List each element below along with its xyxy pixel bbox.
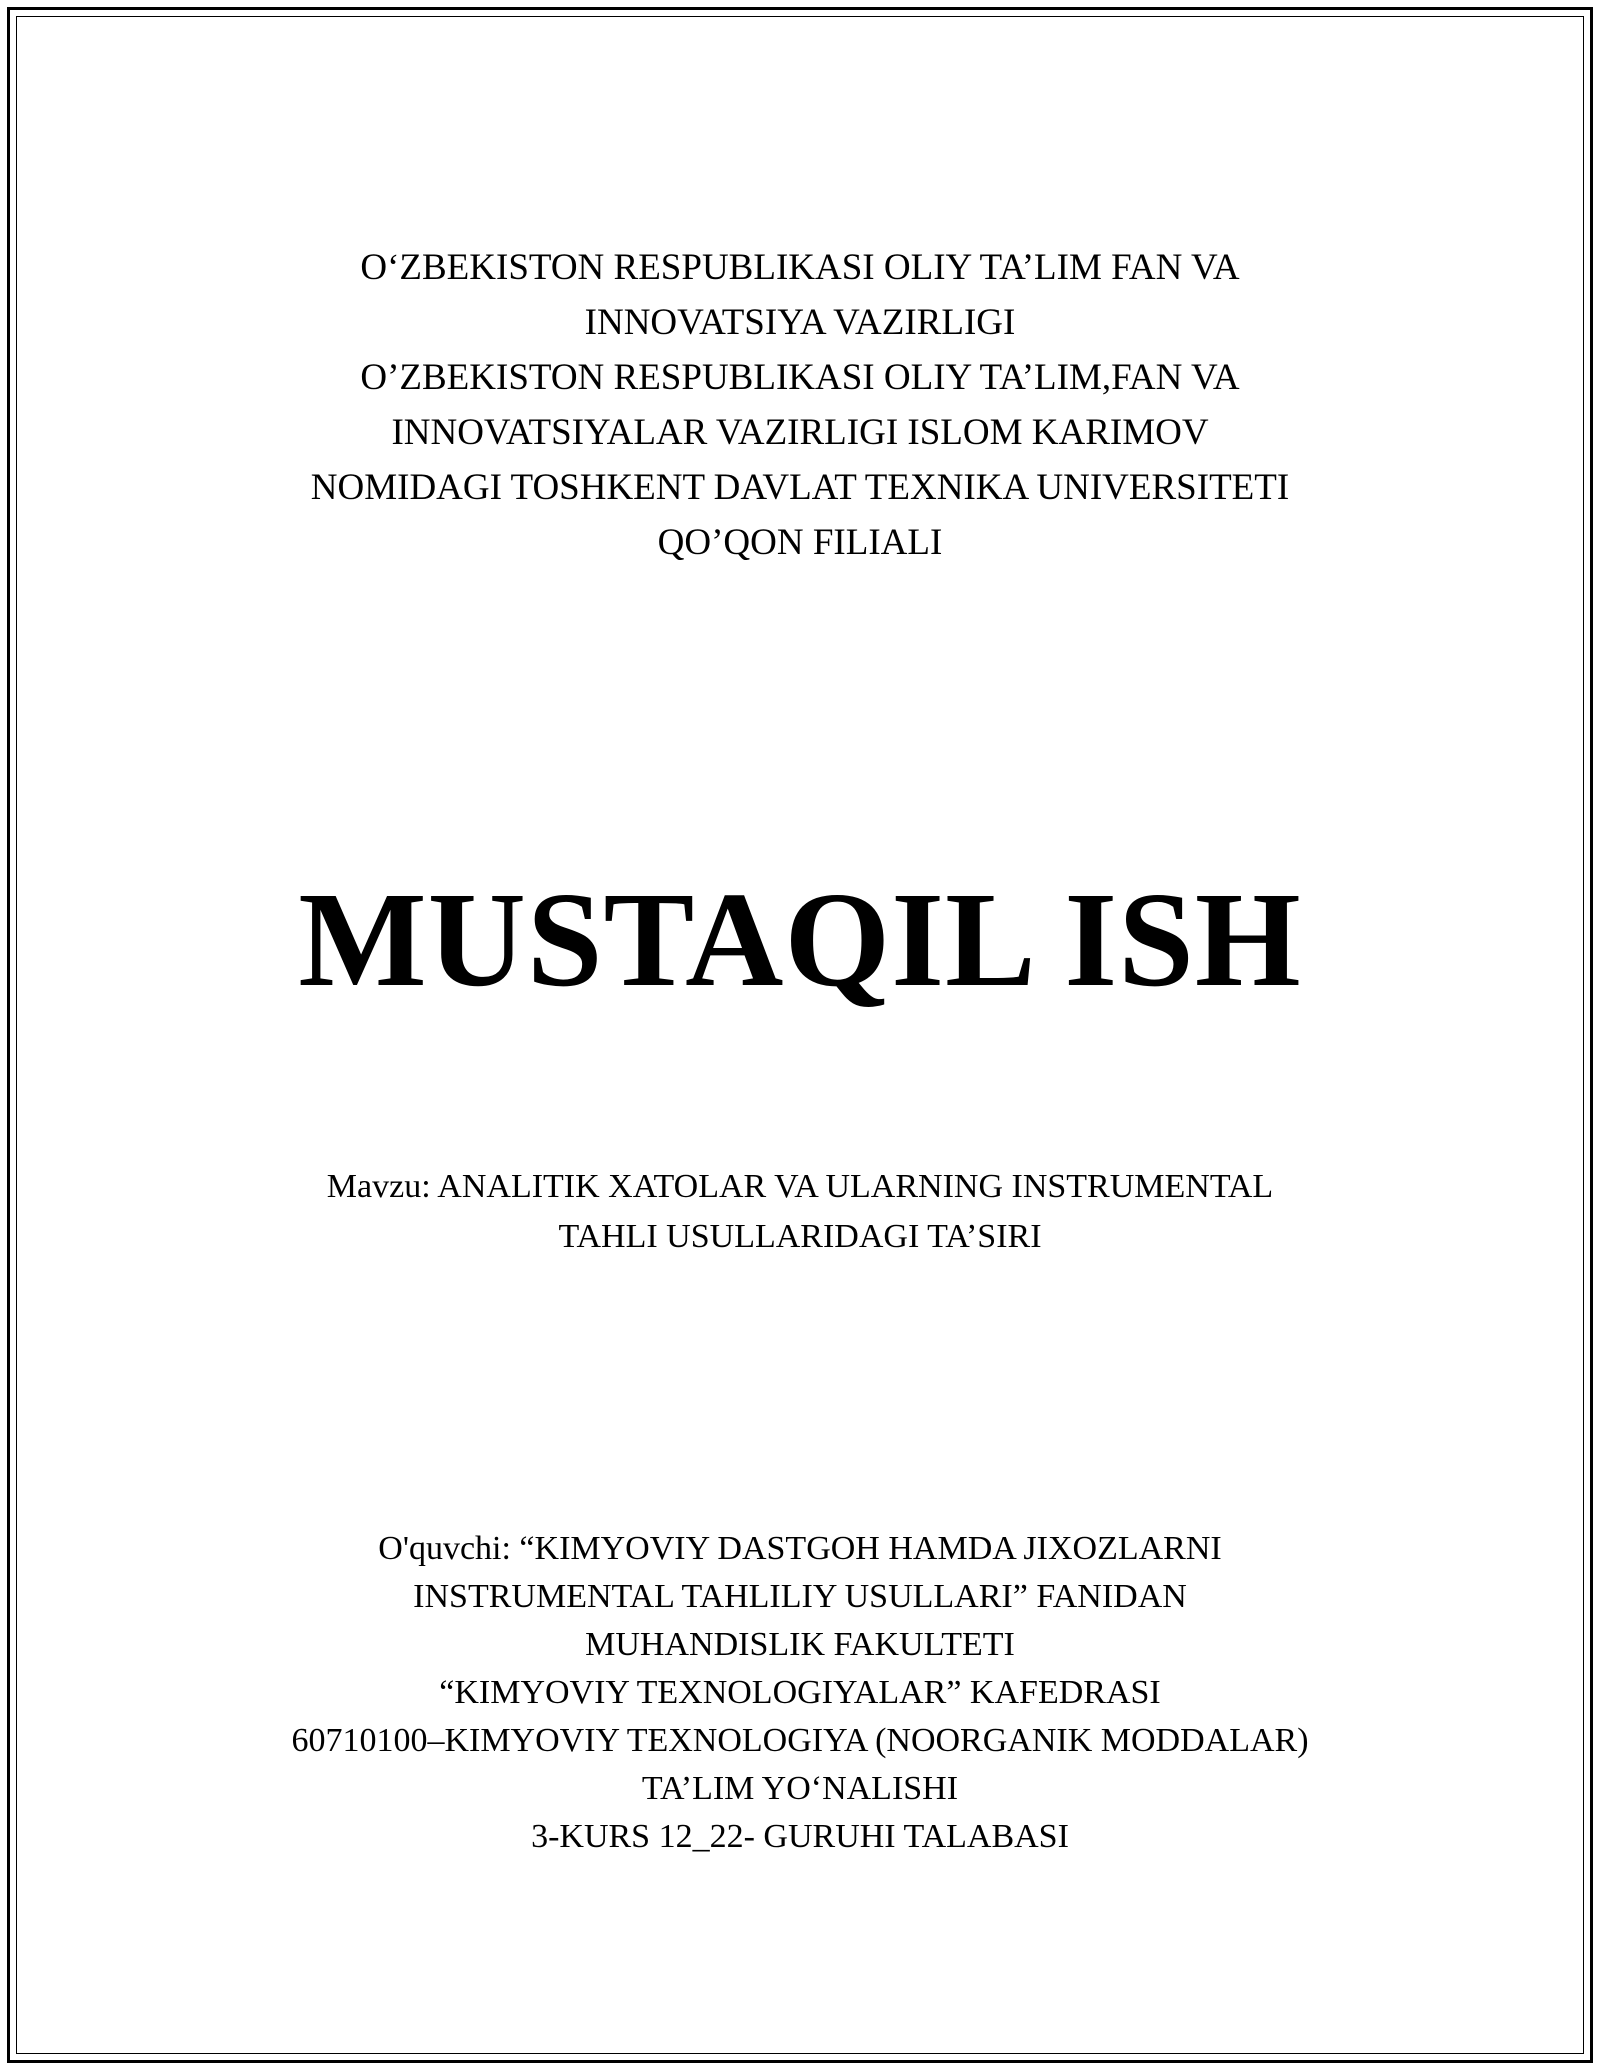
header-line: INNOVATSIYA VAZIRLIGI [584, 302, 1016, 343]
header-line: INNOVATSIYALAR VAZIRLIGI ISLOM KARIMOV [391, 412, 1209, 453]
institution-header [0, 240, 1600, 570]
student-info-line: MUHANDISLIK FAKULTETI [585, 1626, 1015, 1663]
student-info-line: 60710100–KIMYOVIY TEXNOLOGIYA (NOORGANIK MODDALAR) [291, 1722, 1309, 1759]
document-title: MUSTAQIL ISH [298, 865, 1302, 1015]
student-info-block [0, 1525, 1600, 1861]
student-info-line: TA’LIM YO‘NALISHI [641, 1770, 959, 1807]
header-line: O‘ZBEKISTON RESPUBLIKASI OLIY TA’LIM FAN VA [360, 247, 1240, 288]
header-line: NOMIDAGI TOSHKENT DAVLAT TEXNIKA UNIVERSITETI [310, 467, 1290, 508]
student-info-line: INSTRUMENTAL TAHLILIY USULLARI” FANIDAN [413, 1578, 1187, 1615]
topic-block [0, 1162, 1600, 1262]
student-info-line: 3-KURS 12_22- GURUHI TALABASI [531, 1818, 1069, 1855]
student-info-line: O'quvchi: “KIMYOVIY DASTGOH HAMDA JIXOZLARNI [378, 1530, 1222, 1567]
topic-line: TAHLI USULLARIDAGI TA’SIRI [558, 1218, 1042, 1255]
student-info-line: “KIMYOVIY TEXNOLOGIYALAR” KAFEDRASI [439, 1674, 1161, 1711]
header-line: O’ZBEKISTON RESPUBLIKASI OLIY TA’LIM,FAN VA [360, 357, 1240, 398]
header-line: QO’QON FILIALI [657, 522, 943, 563]
topic-line: Mavzu: ANALITIK XATOLAR VA ULARNING INSTRUMENTAL [326, 1168, 1274, 1205]
